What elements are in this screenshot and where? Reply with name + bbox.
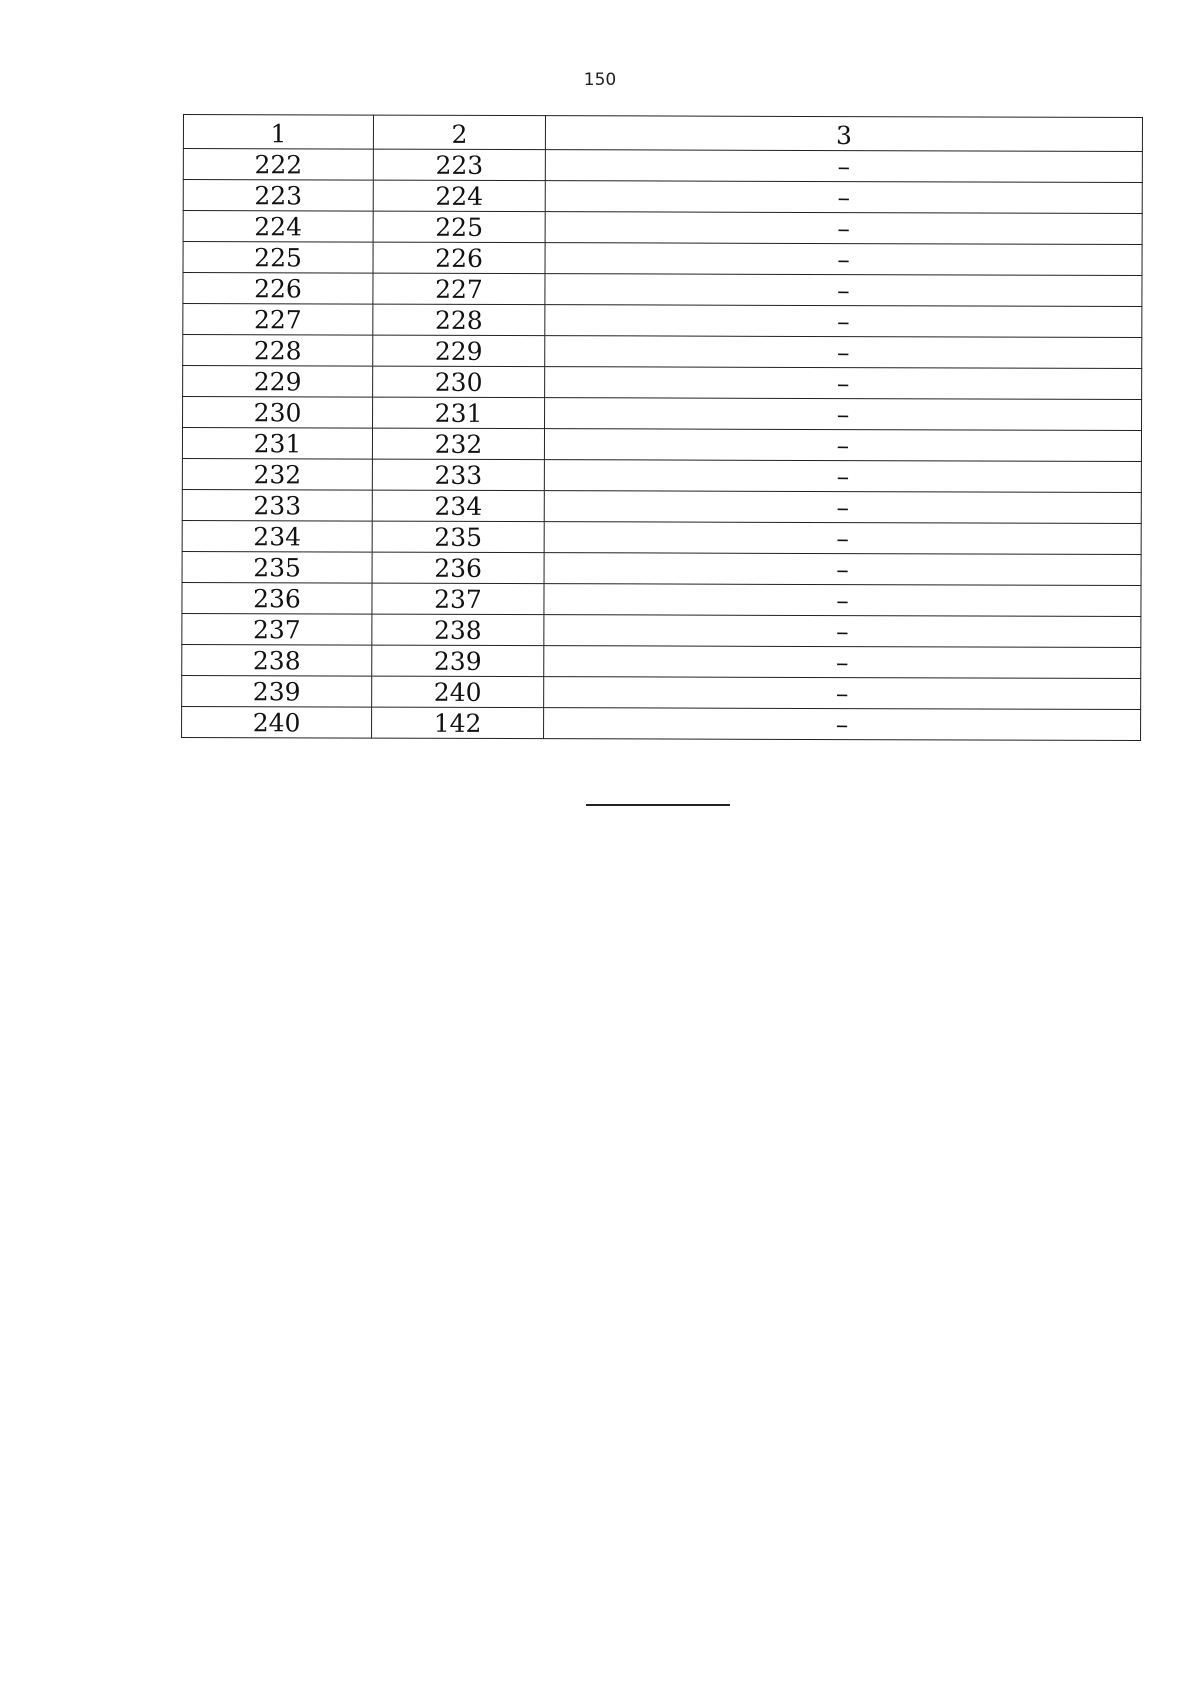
table-row	[182, 675, 1141, 709]
table-cell-col-1: 224	[183, 211, 373, 243]
table-cell-col-1: 240	[182, 706, 372, 738]
table-row	[183, 242, 1142, 276]
table-row	[182, 551, 1141, 585]
table-row	[183, 211, 1142, 245]
table-cell-col-2: 142	[372, 707, 544, 739]
table-cell-col-3: –	[545, 181, 1142, 214]
table-row	[183, 304, 1142, 338]
table-cell-col-1: 222	[183, 149, 373, 181]
table-cell-col-1: 236	[182, 582, 372, 614]
table-row	[183, 180, 1142, 214]
table-cell-col-3: –	[544, 646, 1141, 679]
table-cell-col-3: –	[544, 491, 1141, 524]
data-table	[181, 114, 1143, 741]
table-cell-col-3: –	[545, 243, 1142, 276]
table-row	[182, 706, 1141, 740]
table-cell-col-1: 237	[182, 613, 372, 645]
header-cell-col-3: 3	[545, 116, 1142, 152]
table-cell-col-3: –	[545, 150, 1142, 183]
table-cell-col-2: 224	[373, 180, 545, 212]
table-row	[182, 489, 1141, 523]
table-cell-col-3: –	[545, 367, 1142, 400]
table-cell-col-1: 226	[183, 273, 373, 305]
table-cell-col-2: 240	[372, 676, 544, 708]
table-cell-col-2: 223	[373, 149, 545, 181]
table-header-row	[183, 115, 1142, 152]
table-cell-col-1: 232	[182, 458, 372, 490]
table-cell-col-2: 236	[372, 552, 544, 584]
table-cell-col-2: 237	[372, 583, 544, 615]
table-row	[182, 458, 1141, 492]
table-cell-col-3: –	[544, 708, 1141, 741]
table-cell-col-3: –	[544, 460, 1141, 493]
table-cell-col-3: –	[545, 212, 1142, 245]
table-cell-col-1: 238	[182, 644, 372, 676]
table-row	[183, 273, 1142, 307]
page-number: 150	[583, 70, 617, 90]
table-cell-col-2: 235	[372, 521, 544, 553]
table-cell-col-2: 227	[373, 273, 545, 305]
table-cell-col-3: –	[544, 615, 1141, 648]
table-row	[183, 397, 1142, 431]
table-row	[182, 582, 1141, 616]
table-cell-col-1: 223	[183, 180, 373, 212]
table-cell-col-2: 229	[373, 335, 545, 367]
table-cell-col-3: –	[544, 677, 1141, 710]
table-row	[183, 149, 1142, 183]
table-cell-col-1: 231	[182, 428, 372, 460]
table-row	[182, 428, 1141, 462]
table-cell-col-3: –	[545, 274, 1142, 307]
table-cell-col-3: –	[544, 522, 1141, 555]
table-cell-col-1: 234	[182, 520, 372, 552]
table-cell-col-3: –	[545, 398, 1142, 431]
table-cell-col-2: 226	[373, 242, 545, 274]
table-row	[182, 644, 1141, 678]
header-cell-col-2: 2	[373, 115, 545, 150]
data-table-container	[181, 114, 1142, 741]
end-divider-line	[586, 804, 730, 806]
table-cell-col-2: 233	[372, 459, 544, 491]
table-cell-col-3: –	[545, 336, 1142, 369]
table-cell-col-2: 230	[373, 366, 545, 398]
table-cell-col-3: –	[544, 584, 1141, 617]
table-cell-col-1: 233	[182, 489, 372, 521]
table-row	[182, 520, 1141, 554]
header-cell-col-1: 1	[183, 115, 373, 150]
table-cell-col-3: –	[544, 553, 1141, 586]
table-row	[183, 335, 1142, 369]
table-cell-col-1: 228	[183, 335, 373, 367]
table-cell-col-2: 225	[373, 211, 545, 243]
table-cell-col-2: 228	[373, 304, 545, 336]
table-cell-col-1: 239	[182, 675, 372, 707]
table-cell-col-1: 227	[183, 304, 373, 336]
table-row	[183, 366, 1142, 400]
table-cell-col-2: 232	[372, 428, 544, 460]
table-row	[182, 613, 1141, 647]
table-cell-col-1: 230	[183, 397, 373, 429]
table-cell-col-1: 225	[183, 242, 373, 274]
table-cell-col-2: 238	[372, 614, 544, 646]
table-cell-col-2: 231	[373, 397, 545, 429]
table-cell-col-3: –	[544, 429, 1141, 462]
table-cell-col-3: –	[545, 305, 1142, 338]
table-cell-col-1: 235	[182, 551, 372, 583]
table-cell-col-2: 239	[372, 645, 544, 677]
table-cell-col-2: 234	[372, 490, 544, 522]
table-cell-col-1: 229	[183, 366, 373, 398]
